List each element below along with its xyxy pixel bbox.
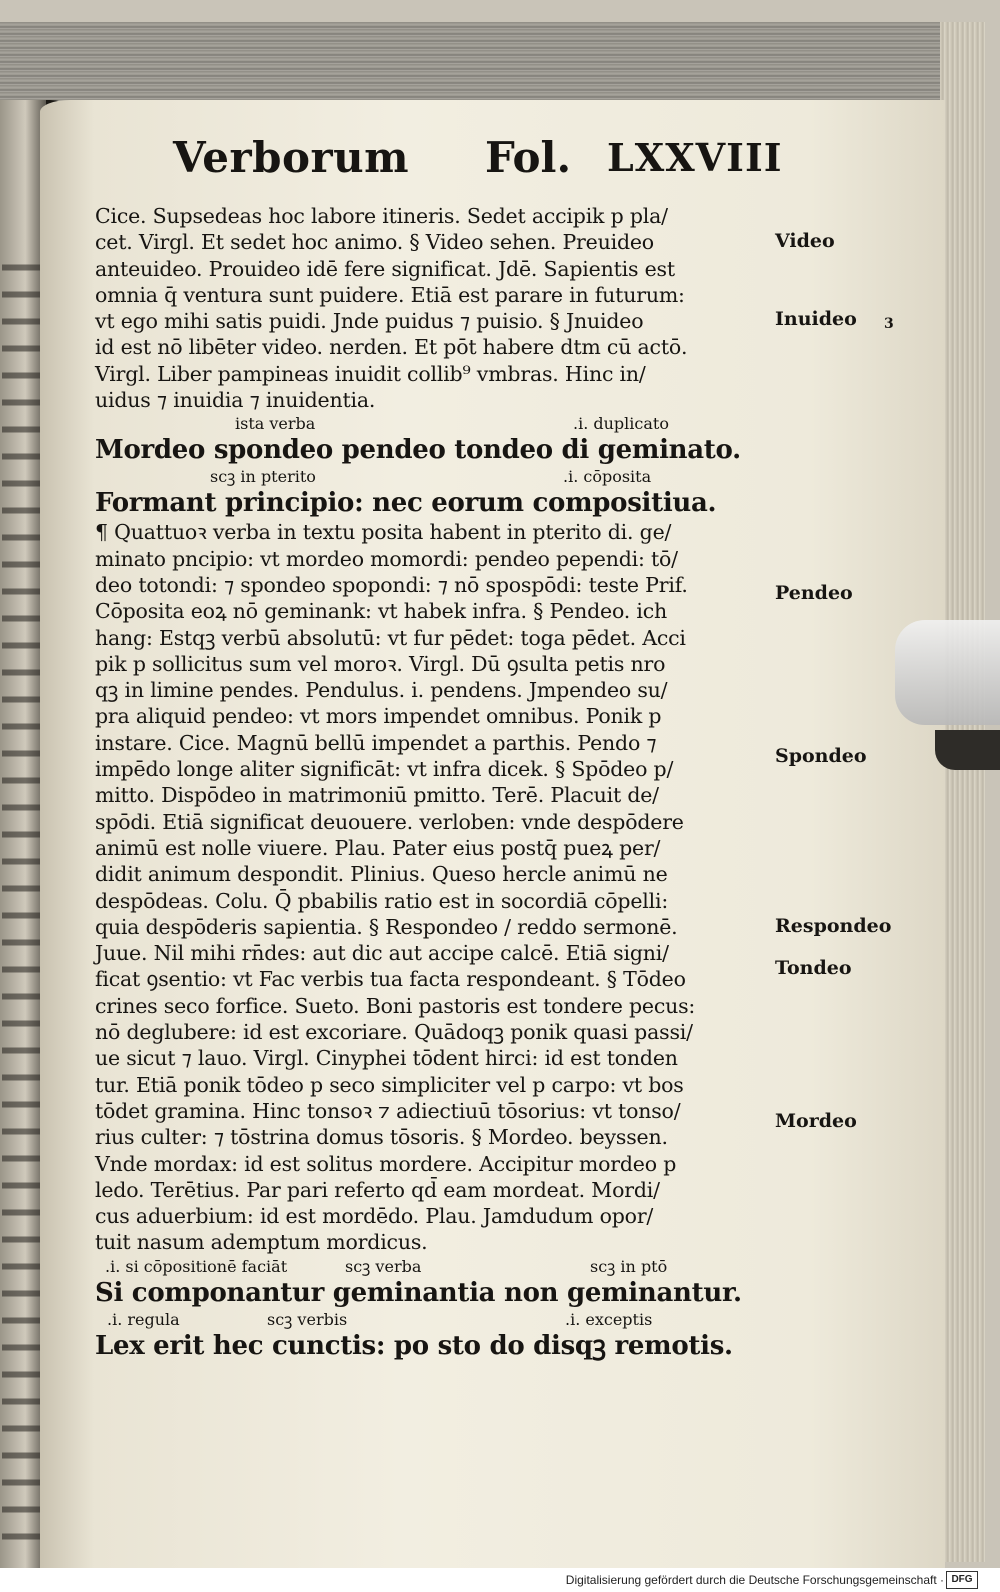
text-line: crines seco forfice. Sueto. Boni pastoris est tondere pecus:: [95, 993, 696, 1018]
text-line: nō deglubere: id est excoriare. Quādoqꝫ ponik quasi passi/: [95, 1020, 693, 1045]
text-line: tōdet gramina. Hinc tonsoꝛ ⁊ adiectiuū tōsorius: vt tonso/: [95, 1098, 681, 1123]
text-line: pra aliquid pendeo: vt mors impendet omnibus. Ponik p: [95, 704, 662, 729]
text-line: cus aduerbium: id est mordēdo. Plau. Jamdudum opor/: [95, 1204, 654, 1229]
text-line: pik p sollicitus sum vel moroꝛ. Virgl. Dū ꝯsulta petis nro: [95, 651, 666, 676]
text-line: vt ego mihi satis puidi. Jnde puidus ⁊ puisio. § Jnuideo: [95, 309, 644, 334]
header-folio-number: LXXVIII: [607, 135, 783, 180]
gloss-text: scꝫ in ptō: [590, 1256, 668, 1276]
header-title: Verborum: [173, 133, 410, 182]
gloss-text: .i. regula: [107, 1309, 180, 1329]
text-line: cet. Virgl. Et sedet hoc animo. § Video sehen. Preuideo: [95, 230, 654, 255]
interlinear-gloss: [95, 413, 885, 435]
text-line: Juue. Nil mihi rn̄des: aut dic aut accipe calcē. Etiā signi/: [95, 941, 669, 966]
margin-note-pendeo: Pendeo: [775, 582, 853, 604]
interlinear-gloss: [95, 1309, 885, 1331]
gloss-text: scꝫ verbis: [267, 1309, 348, 1329]
page-clip: [895, 620, 1000, 725]
verse-line: Mordeo spondeo pendeo tondeo di geminato.: [95, 435, 741, 466]
text-line: Cōposita eoꝝ nō geminank: vt habek infra. § Pendeo. ich: [95, 599, 668, 624]
text-line: id est nō libēter video. nerden. Et pōt habere dtm cū actō.: [95, 335, 688, 360]
running-header: [95, 133, 885, 203]
verse-line: Si componantur geminantia non geminantur.: [95, 1277, 742, 1308]
text-line: quia despōderis sapientia. § Respondeo / reddo sermonē.: [95, 914, 678, 939]
margin-note-spondeo: Spondeo: [775, 745, 867, 767]
paragraph-video: [95, 203, 885, 413]
text-line: deo totondi: ⁊ spondeo spopondi: ⁊ nō spospōdi: teste Prif.: [95, 572, 688, 597]
text-line: ¶ Quattuoꝛ verba in textu posita habent in pterito di. ge/: [95, 520, 672, 545]
footer-credit: Digitalisierung gefördert durch die Deutsche Forschungsgemeinschaft ·: [565, 1573, 944, 1587]
text-line: Cice. Supsedeas hoc labore itineris. Sedet accipik p pla/: [95, 204, 668, 228]
gloss-text: .i. exceptis: [565, 1309, 653, 1329]
text-line: minato pncipio: vt mordeo momordi: pendeo pependi: tō/: [95, 546, 678, 571]
text-line: qꝫ in limine pendes. Pendulus. i. pendens. Jmpendeo su/: [95, 678, 668, 703]
page-edges-right: [940, 22, 985, 1562]
text-line: anteuideo. Prouideo idē fere significat. Jdē. Sapientis est: [95, 256, 675, 281]
dfg-logo: DFG: [946, 1571, 978, 1589]
text-line: ue sicut ⁊ lauo. Virgl. Cinyphei tōdent hirci: id est tonden: [95, 1046, 678, 1071]
text-line: Vnde mordax: id est solitus mordere. Accipitur mordeo p: [95, 1151, 677, 1176]
gloss-text: .i. duplicato: [573, 414, 669, 434]
margin-mark: 3: [884, 316, 894, 332]
gloss-text: scꝫ verba: [345, 1256, 422, 1276]
text-line: impēdo longe aliter significāt: vt infra dicek. § Spōdeo p/: [95, 757, 674, 782]
margin-note-mordeo: Mordeo: [775, 1110, 857, 1132]
left-page-text: [2, 250, 42, 1550]
margin-note-tondeo: Tondeo: [775, 957, 852, 979]
text-line: hang: Estqꝫ verbū absolutū: vt fur pēdet: toga pēdet. Acci: [95, 625, 686, 650]
margin-note-inuideo: Inuideo: [775, 308, 857, 330]
interlinear-gloss: [95, 1256, 885, 1278]
text-line: tur. Etiā ponik tōdeo p seco simpliciter vel p carpo: vt bos: [95, 1072, 684, 1097]
header-folio-label: Fol.: [485, 133, 572, 182]
text-line: despōdeas. Colu. Q̄ pbabilis ratio est in socordiā cōpelli:: [95, 888, 669, 913]
verse-line: Lex erit hec cunctis: po sto do disqꝫ remotis.: [95, 1330, 733, 1361]
text-line: instare. Cice. Magnū bellū impendet a parthis. Pendo ⁊: [95, 730, 657, 755]
text-line: rius culter: ⁊ tōstrina domus tōsoris. § Mordeo. beyssen.: [95, 1125, 668, 1150]
footer-bar: [0, 1568, 1000, 1592]
gloss-text: scꝫ in pterito: [210, 467, 316, 487]
text-line: Virgl. Liber pampineas inuidit collib⁹ vmbras. Hinc in/: [95, 361, 646, 386]
text-block: [95, 133, 885, 1362]
text-line: uidus ⁊ inuidia ⁊ inuidentia.: [95, 388, 376, 413]
text-line: mitto. Dispōdeo in matrimoniū pmitto. Terē. Placuit de/: [95, 783, 659, 808]
gloss-text: .i. cōposita: [563, 467, 652, 487]
margin-note-video: Video: [775, 230, 835, 252]
text-line: tuit nasum ademptum mordicus.: [95, 1230, 428, 1255]
text-line: didit animum despondit. Plinius. Queso hercle animū ne: [95, 862, 668, 887]
text-line: ledo. Terētius. Par pari referto qd̄ eam mordeat. Mordi/: [95, 1177, 660, 1202]
verse-line: Formant principio: nec eorum compositiua.: [95, 488, 717, 519]
gloss-text: .i. si cōpositionē faciāt: [105, 1256, 288, 1276]
clip-shadow: [935, 730, 1000, 770]
margin-note-respondeo: Respondeo: [775, 915, 892, 937]
commentary: [95, 519, 885, 1255]
text-line: animū est nolle viuere. Plau. Pater eius postq̄ pueꝝ per/: [95, 835, 661, 860]
text-line: omnia q̄ ventura sunt puidere. Etiā est parare in futurum:: [95, 282, 685, 307]
text-line: ficat ꝯsentio: vt Fac verbis tua facta respondeant. § Tōdeo: [95, 967, 686, 992]
gloss-text: ista verba: [235, 414, 316, 434]
interlinear-gloss: [95, 466, 885, 488]
text-line: spōdi. Etiā significat deuouere. verloben: vnde despōdere: [95, 809, 684, 834]
